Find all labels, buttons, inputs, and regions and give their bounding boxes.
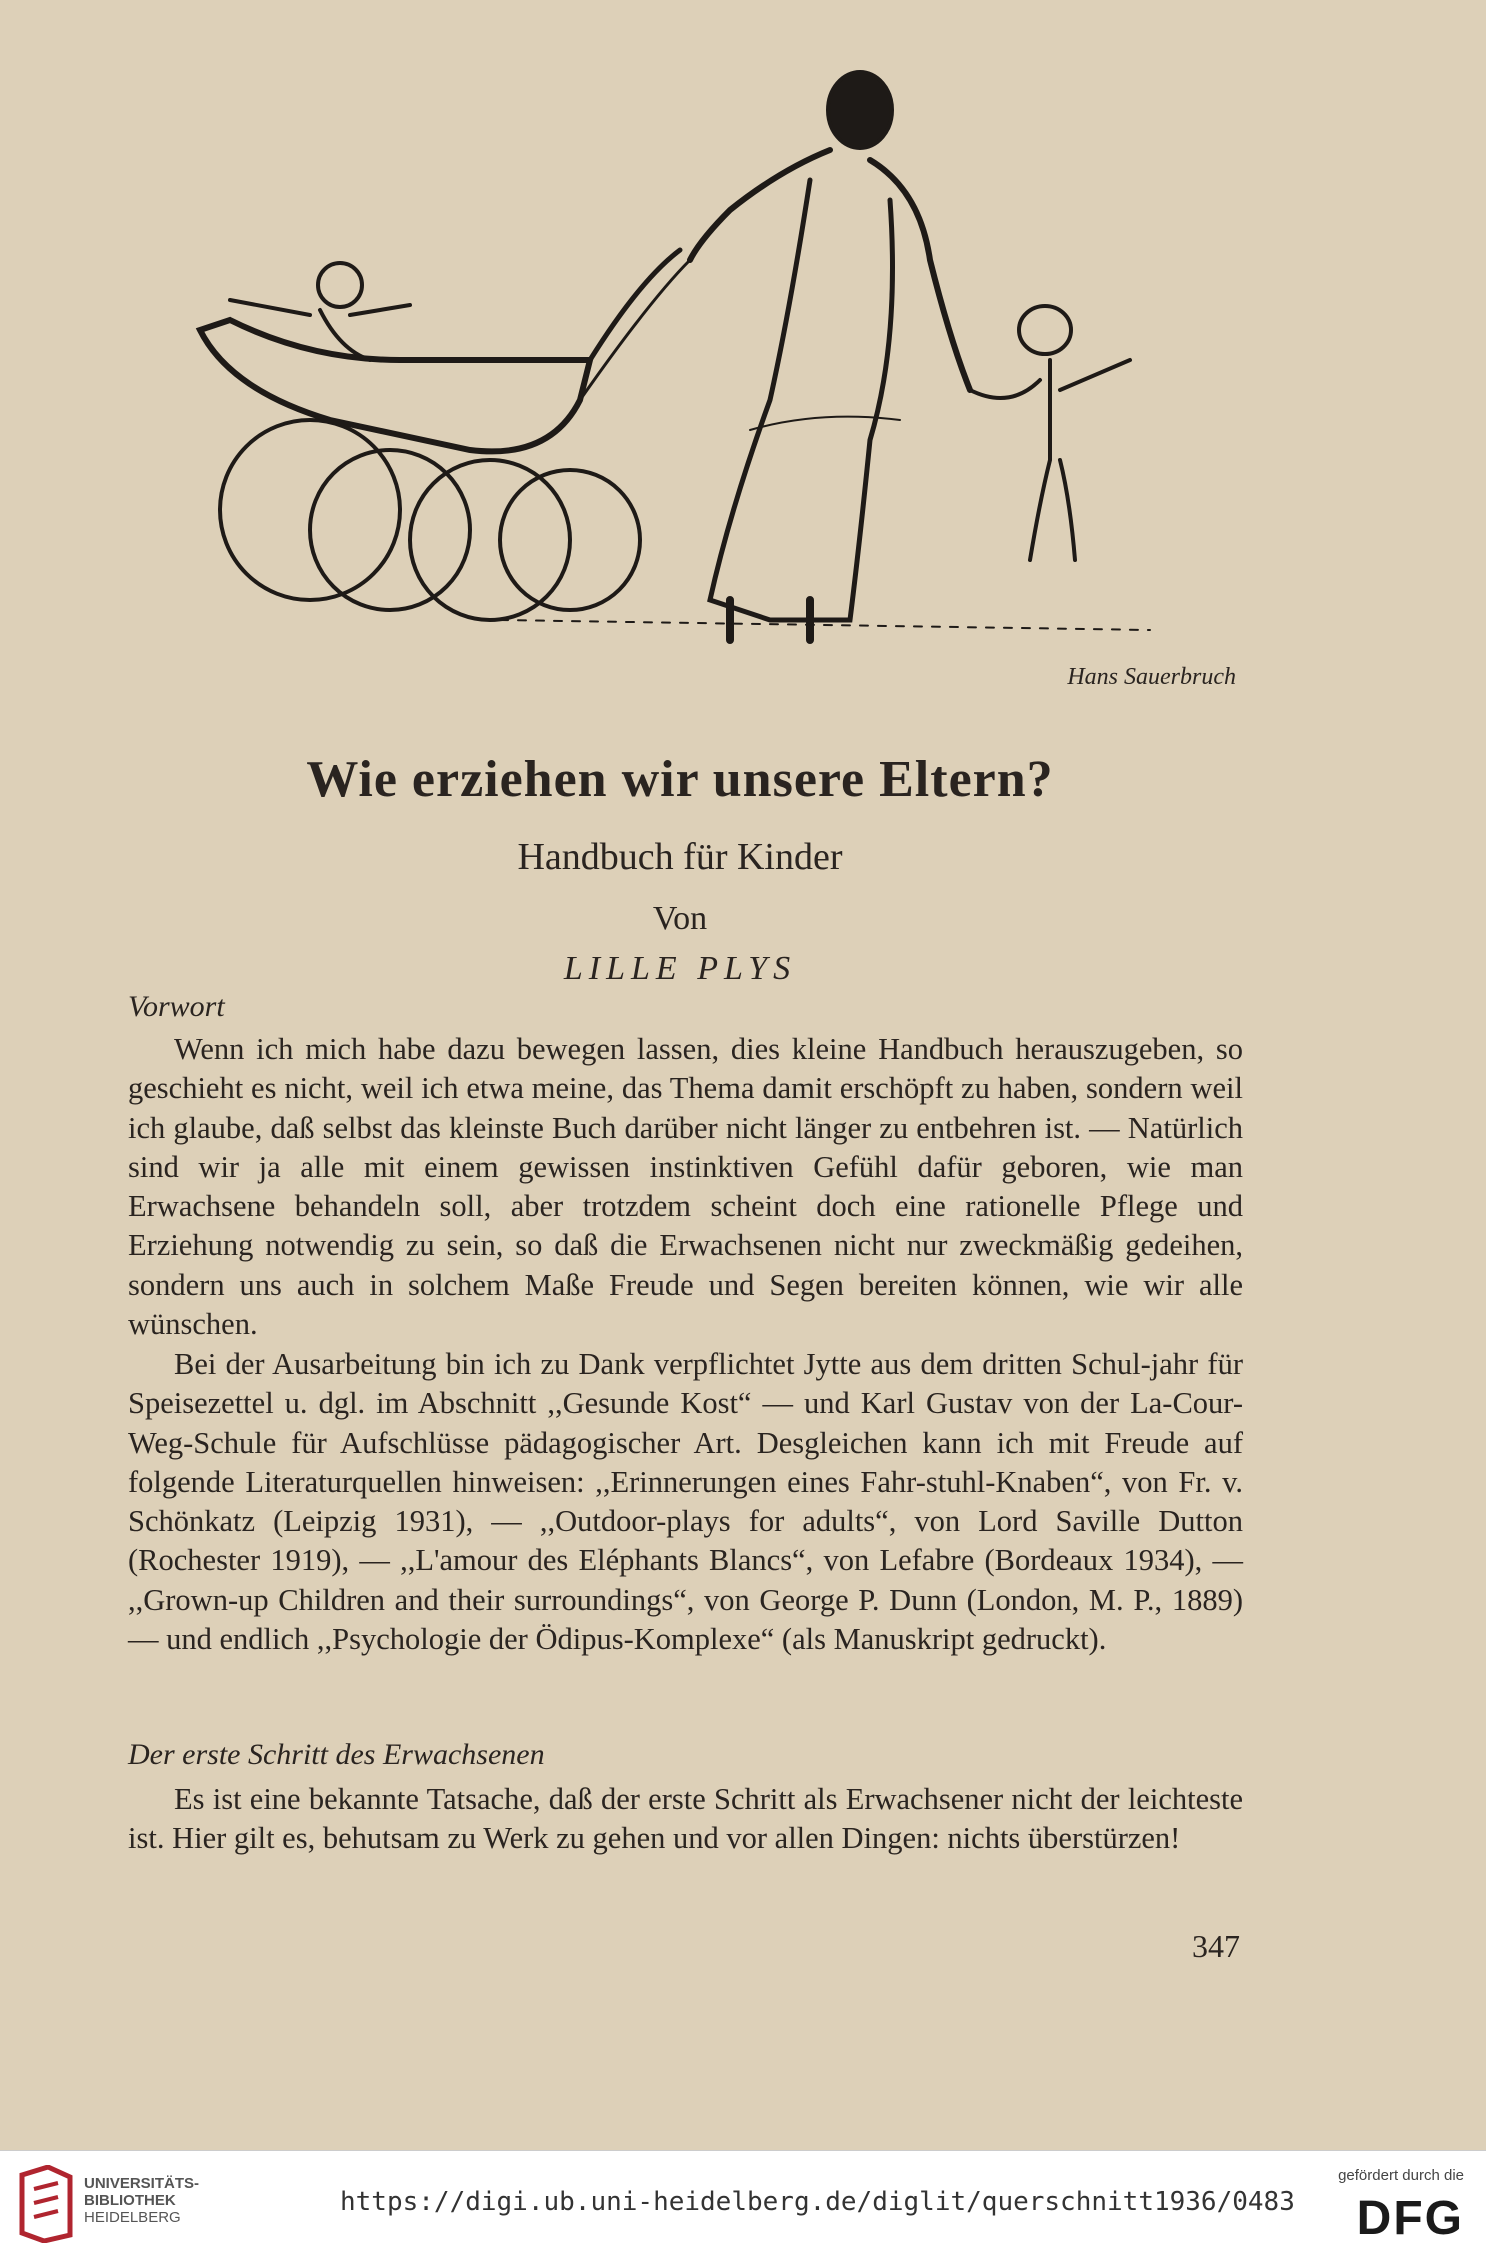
permalink[interactable]: https://digi.ub.uni-heidelberg.de/diglit/querschnitt1936/0483 bbox=[340, 2187, 1295, 2217]
paragraph: Bei der Ausarbeitung bin ich zu Dank verpflichtet Jytte aus dem dritten Schul-jahr für Speisezettel u. dgl. im Abschnitt ,,Gesunde Kost“ — und Karl Gustav von der La-Cour-Weg-Schule für Aufschlüsse pädagogischer Art. Desgleichen kann ich mit Freude auf folgende Literaturquellen hinweisen: ,,Erinnerungen eines Fahr-stuhl-Knaben“, von Fr. v. Schönkatz (Leipzig 1931), — ,,Outdoor-plays for adults“, von Lord Saville Dutton (Rochester 1919), — ,,L'amour des Eléphants Blancs“, von Lefabre (Bordeaux 1934), — ,,Grown-up Children and their surroundings“, von George P. Dunn (London, M. P., 1889) — und endlich ,,Psychologie der Ödipus-Komplexe“ (als Manuskript gedruckt). bbox=[128, 1347, 1243, 1657]
dfg-logo: DFG bbox=[1356, 2192, 1464, 2245]
article-title: Wie erziehen wir unsere Eltern? bbox=[306, 751, 1054, 808]
article-author: LILLE PLYS bbox=[563, 950, 797, 987]
paragraph: Wenn ich mich habe dazu bewegen lassen, dies kleine Handbuch herauszugeben, so geschieht es nicht, weil ich etwa meine, das Thema damit erschöpft zu haben, sondern weil ich glaube, daß selbst das kleinste Buch darüber nicht länger zu entbehren ist. — Natürlich sind wir ja alle mit einem gewissen instinktiven Gefühl dafür geboren, wie man Erwachsene behandeln soll, aber trotzdem scheint doch eine rationelle Pflege und Erziehung notwendig zu sein, so daß die Erwachsenen nicht nur zweckmäßig gedeihen, sondern uns auch in solchem Maße Freude und Segen bereiten können, wie wir alle wünschen. bbox=[128, 1032, 1243, 1342]
library-name: UNIVERSITÄTS- BIBLIOTHEK HEIDELBERG bbox=[84, 2175, 200, 2226]
illustration-credit: Hans Sauerbruch bbox=[1067, 664, 1236, 690]
viewer-footer bbox=[0, 2150, 1486, 2258]
byline-von: Von bbox=[652, 900, 708, 937]
section-heading-erster-schritt: Der erste Schritt des Erwachsenen bbox=[128, 1738, 545, 1771]
section-heading-vorwort: Vorwort bbox=[128, 990, 225, 1023]
pram-illustration bbox=[170, 60, 1180, 660]
funding-note: gefördert durch die bbox=[1338, 2167, 1464, 2184]
library-logo-icon bbox=[18, 2165, 74, 2243]
page-number: 347 bbox=[1192, 1928, 1240, 1964]
article-subtitle: Handbuch für Kinder bbox=[517, 836, 843, 878]
paragraph: Es ist eine bekannte Tatsache, daß der erste Schritt als Erwachsener nicht der leichteste ist. Hier gilt es, behutsam zu Werk zu gehen und vor allen Dingen: nichts überstürzen! bbox=[128, 1782, 1243, 1856]
